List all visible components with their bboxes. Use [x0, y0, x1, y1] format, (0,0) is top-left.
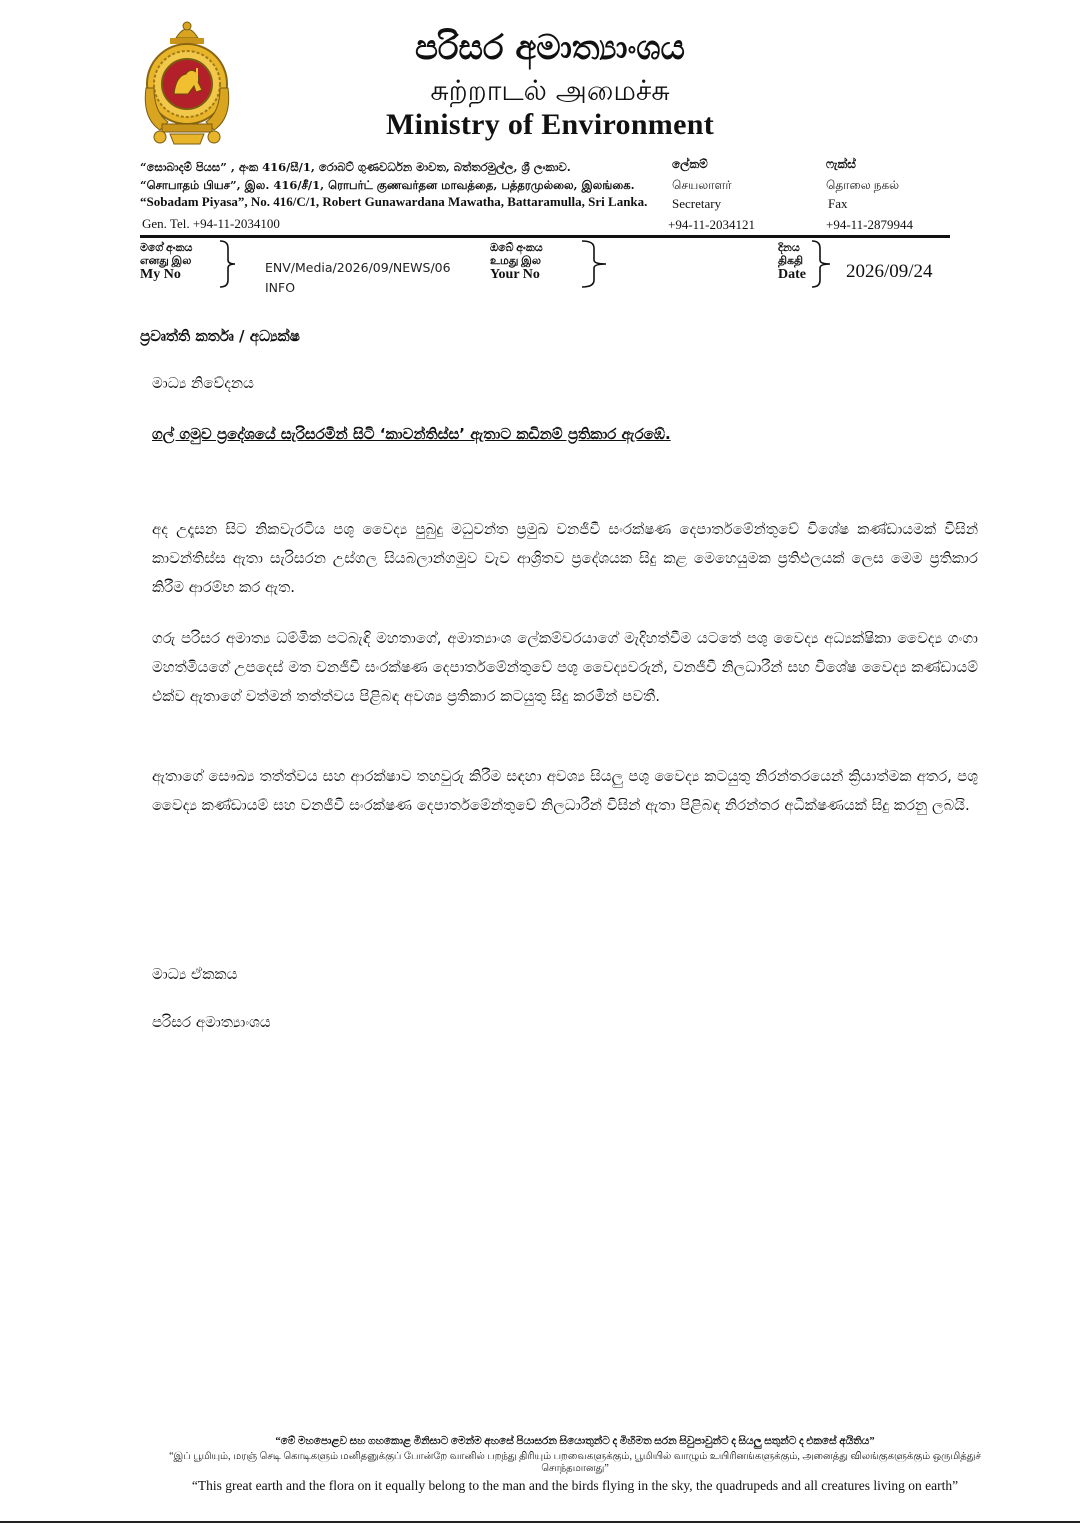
general-telephone: Gen. Tel. +94-11-2034100	[142, 216, 280, 231]
secretary-telephone: +94-11-2034121	[668, 217, 756, 232]
my-number-label	[140, 242, 192, 281]
body-paragraph: ගරු පරිසර අමාත්‍ය ධම්මික පටබැඳි මහතාගේ, අමාත්‍යාංශ ලේකම්වරයාගේ මැදිහත්වීම යටතේ පශු වෛද්‍ය අධ්‍යක්ෂිකා වෛද්‍ය ගංගා මහත්මියගේ උපදෙස් මත වනජීවී සංරක්ෂණ දෙපාර්තමේන්තුවේ පශු වෛද්‍යවරුන්, වනජීවී නිලධාරීන් සහ විශේෂ වෛද්‍ය කණ්ඩායම් එක්ව ඇතාගේ වත්මන් තත්ත්වය පිළිබඳ අවශ්‍ය ප්‍රතිකාර කටයුතු සිදු කරමින් පවතී.	[152, 629, 978, 705]
signature-unit: මාධ්‍ය ඒකකය	[152, 965, 238, 983]
secretary-label-english: Secretary	[672, 196, 722, 211]
your-number-label	[490, 242, 543, 281]
body-paragraph: අද උදෑසන සිට නිකවැරටිය පශු වෛද්‍ය පුබුදු මධුවන්ත ප්‍රමුඛ වනජීවී සංරක්ෂණ දෙපාර්තමේන්තුවේ විශේෂ කණ්ඩායමක් විසින් කාවන්තිස්ස ඇතා සැරිසරන උස්ගල සියබලාන්ගමුව වැව ආශ්‍රිතව ප්‍රදේශයක සිදු කළ මෙහෙයුමක ප්‍රතිඵලයක් ලෙස මෙම ප්‍රතිකාර කිරීම ආරම්භ කර ඇත.	[152, 520, 978, 596]
your-number-label-sinhala: ඔබේ අංකය	[490, 242, 543, 254]
footer-quote-english: “This great earth and the flora on it equally belong to the man and the birds flying in the sky, the quadrupeds and all creatures living on earth”	[191, 1478, 959, 1493]
ministry-name-sinhala: පරිසර අමාත්‍යාංශය	[414, 28, 686, 68]
page-bottom-edge	[0, 1521, 1080, 1523]
secretary-label-sinhala: ලේකම්	[672, 157, 708, 171]
date-label-sinhala: දිනය	[778, 242, 800, 254]
your-number-label-english: Your No	[490, 267, 540, 282]
fax-label-english: Fax	[828, 196, 848, 211]
my-number-label-english: My No	[140, 267, 181, 282]
fax-label-sinhala: ෆැක්ස්	[826, 157, 856, 171]
your-number-label-tamil: உமது இல	[490, 255, 541, 267]
date-label	[778, 242, 806, 281]
date-brace-icon	[810, 238, 834, 290]
headline: ගල් ගමුව ප්‍රදේශයේ සැරිසරමින් සිටි ‘කාවන්තිස්ස’ ඇතාට කඩිනම් ප්‍රතිකාර ඇරඹේ.	[152, 425, 671, 443]
recipient-line: ප්‍රවෘත්ති කර්තෘ / අධ්‍යක්ෂ	[140, 327, 300, 345]
my-number-label-sinhala: මගේ අංකය	[140, 242, 193, 254]
fax-label-tamil: தொலை நகல்	[826, 178, 900, 192]
signature-ministry: පරිසර අමාත්‍යාංශය	[152, 1013, 271, 1031]
date-label-english: Date	[778, 267, 806, 282]
document-type: මාධ්‍ය නිවේදනය	[152, 374, 254, 392]
address-english: “Sobadam Piyasa”, No. 416/C/1, Robert Gunawardana Mawatha, Battaramulla, Sri Lanka.	[140, 194, 648, 209]
my-number-label-tamil: எனது இல	[140, 255, 192, 267]
my-number-value: ENV/Media/2026/09/NEWS/06 INFO	[265, 260, 451, 295]
address-sinhala: “සොබාදම් පියස” , අංක 416/සී/1, රොබට් ගුණවර්ධන මාවත, බත්තරමුල්ල, ශ්‍රී ලංකාව.	[140, 160, 571, 174]
footer-quote-tamil: “இப் பூமியும், மரஞ் செடி கொடிகளும் மனிதனுக்குப் போன்றே வானில் பறந்து திரியும் பறவைகளுக்கும், பூமியில் வாழும் உயிரினங்களுக்கும், அனைத்து விலங்குகளுக்கும் ஒருமித்துச் சொந்தமானது”	[169, 1451, 981, 1474]
ministry-name-english: Ministry of Environment	[385, 108, 714, 141]
sri-lanka-emblem-icon	[140, 18, 235, 148]
secretary-label-tamil: செயலாளர்	[672, 178, 732, 192]
address-tamil: “சொபாதம் பியச”, இல. 416/சீ/1, ரொபர்ட் குணவர்தன மாவத்தை, பத்தரமுல்லை, இலங்கை.	[140, 178, 635, 192]
my-number-brace-icon	[218, 238, 238, 290]
footer-quote-sinhala: “මේ මහපොළව සහ ගහකොළ මිනිසාට මෙන්ම අහසේ පියාසරන සියොතුන්ට ද මිහිමත සරන සිවුපාවුන්ට ද සියලු සතුන්ට ද එකසේ අයිතිය”	[275, 1436, 875, 1447]
your-number-brace-icon	[580, 238, 610, 290]
date-label-tamil: திகதி	[778, 255, 804, 267]
fax-number: +94-11-2879944	[826, 217, 914, 232]
date-value: 2026/09/24	[846, 261, 933, 282]
ministry-name-tamil: சுற்றாடல் அமைச்சு	[430, 74, 670, 107]
body-paragraph: ඇතාගේ සෞඛ්‍ය තත්ත්වය සහ ආරක්ෂාව තහවුරු කිරීම සඳහා අවශ්‍ය සියලු පශු වෛද්‍ය කටයුතු නිරන්තරයෙන් ක්‍රියාත්මක අතර, පශු වෛද්‍ය කණ්ඩායම් සහ වනජීවී සංරක්ෂණ දෙපාර්තමේන්තුවේ නිලධාරීන් විසින් ඇතා පිළිබඳ නිරන්තර අධීක්ෂණයක් සිදු කරනු ලබයි.	[152, 767, 978, 814]
